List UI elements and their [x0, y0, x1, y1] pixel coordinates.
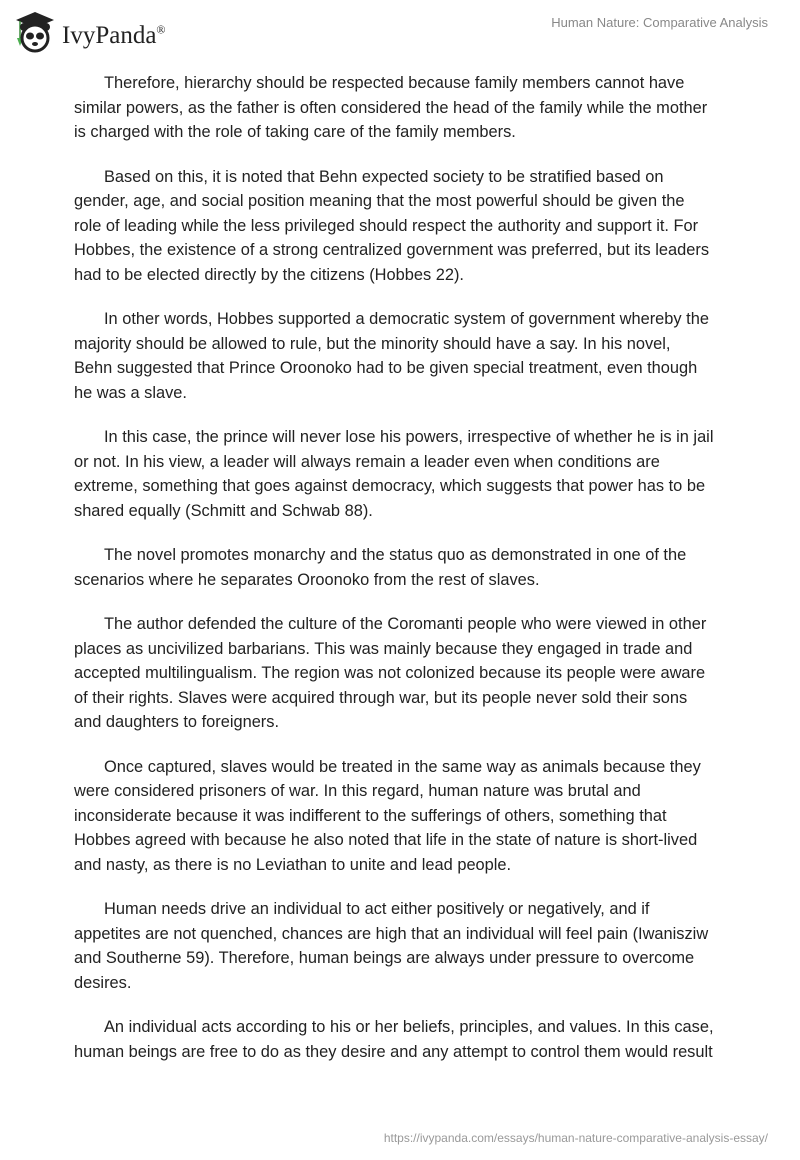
text-line: and daughters to foreigners.: [74, 713, 280, 731]
text-line: The novel promotes monarchy and the status quo as demonstrated in one of the: [104, 546, 687, 564]
text-line: gender, age, and social position meaning that the most powerful should be given the: [74, 192, 685, 210]
paragraph: [74, 165, 734, 288]
essay-body: [74, 71, 734, 1084]
text-line: had to be elected directly by the citizens (Hobbes 22).: [74, 265, 464, 284]
text-line: were considered prisoners of war. In this regard, human nature was brutal and: [74, 782, 641, 800]
text-line: Based on this, it is noted that Behn expected society to be stratified based on: [104, 167, 664, 186]
paragraph: [74, 1015, 734, 1064]
text-line: Hobbes, the existence of a strong centralized government was preferred, but its leaders: [74, 241, 710, 259]
panda-graduate-icon: [12, 8, 58, 54]
document-title: Human Nature: Comparative Analysis: [551, 15, 768, 30]
paragraph: [74, 612, 734, 735]
text-line: he was a slave.: [74, 383, 187, 402]
source-url: https://ivypanda.com/essays/human-nature-comparative-analysis-essay/: [383, 1131, 768, 1145]
text-line: The author defended the culture of the Coromanti people who were viewed in other: [104, 615, 707, 633]
text-line: accepted multilingualism. The region was not colonized because its people were aware: [74, 664, 706, 682]
text-line: scenarios where he separates Oroonoko from the rest of slaves.: [74, 570, 540, 589]
paragraph: [74, 307, 734, 405]
text-line: or not. In his view, a leader will always remain a leader even when conditions are: [74, 452, 660, 471]
text-line: is charged with the role of taking care of the family members.: [74, 123, 516, 141]
text-line: extreme, something that goes against democracy, which suggests that power has to be: [74, 477, 706, 495]
paragraph: [74, 755, 734, 878]
paragraph: [74, 425, 734, 523]
text-line: and nasty, as there is no Leviathan to unite and lead people.: [74, 855, 512, 874]
text-line: role of leading while the less privileged should respect the authority and support it. For: [74, 216, 699, 235]
text-line: similar powers, as the father is often considered the head of the family while the mother: [74, 98, 708, 117]
text-line: places as uncivilized barbarians. This was mainly because they engaged in trade and: [74, 639, 693, 658]
text-line: In this case, the prince will never lose his powers, irrespective of whether he is in jail: [104, 428, 714, 446]
text-line: and Southerne 59). Therefore, human beings are always under pressure to overcome: [74, 949, 695, 967]
text-line: shared equally (Schmitt and Schwab 88).: [74, 501, 373, 520]
text-line: inconsiderate because it was indifferent to the sufferings of others, something that: [74, 806, 667, 825]
text-line: Hobbes agreed with because he also noted that life in the state of nature is short-lived: [74, 831, 698, 849]
ivypanda-logo[interactable]: [12, 8, 166, 54]
text-line: In other words, Hobbes supported a democratic system of government whereby the: [104, 310, 709, 328]
text-line: appetites are not quenched, chances are high that an individual will feel pain (Iwanisziw: [74, 924, 709, 943]
text-line: Human needs drive an individual to act either positively or negatively, and if: [104, 900, 650, 918]
text-line: Once captured, slaves would be treated in the same way as animals because they: [104, 757, 701, 776]
text-line: of their rights. Slaves were acquired through war, but its people never sold their sons: [74, 688, 688, 707]
paragraph: [74, 897, 734, 995]
paragraph: [74, 543, 734, 592]
text-line: Therefore, hierarchy should be respected because family members cannot have: [104, 74, 685, 92]
paragraph: [74, 71, 734, 145]
logo-text: IvyPanda®: [62, 22, 166, 49]
text-line: majority should be allowed to rule, but the minority should have a say. In his novel,: [74, 334, 671, 353]
text-line: desires.: [74, 973, 132, 992]
text-line: An individual acts according to his or her beliefs, principles, and values. In this case,: [104, 1018, 714, 1036]
text-line: Behn suggested that Prince Oroonoko had to be given special treatment, even though: [74, 359, 698, 377]
text-line: human beings are free to do as they desire and any attempt to control them would result: [74, 1042, 713, 1061]
